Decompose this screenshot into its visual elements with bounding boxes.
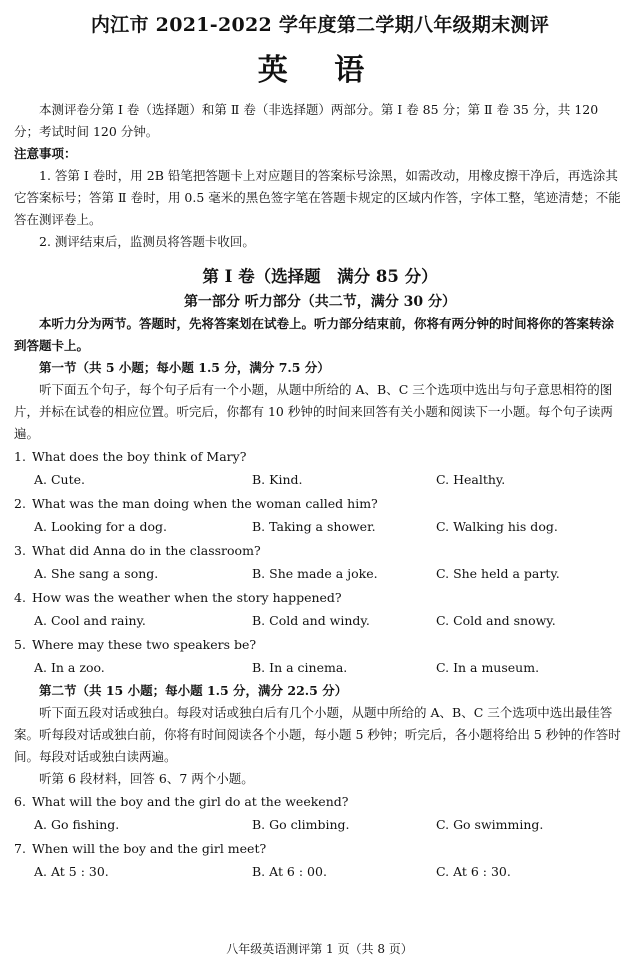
option-a: A. In a zoo. [34,660,105,675]
exam-page [14,8,626,884]
option-c: C. Walking his dog. [436,519,558,534]
question-text: Where may these two speakers be? [31,637,257,652]
question-number: 5. [14,637,26,652]
question-item [14,633,626,680]
exam-subject: 英 语 [257,53,383,88]
option-b: B. Cold and windy. [252,613,370,628]
question-item [14,837,626,884]
exam-title: 内江市 2021-2022 学年度第二学期八年级期末测评 [90,14,550,36]
option-a: A. Cool and rainy. [34,613,146,628]
question-text: What will the boy and the girl do at the weekend? [31,794,349,809]
page-footer: 八年级英语测评第 1 页（共 8 页） [226,942,413,956]
material-instruction: 听第 6 段材料，回答 6、7 两个小题。 [39,771,254,786]
option-c: C. In a museum. [436,660,540,675]
option-b: B. She made a joke. [252,566,378,581]
question-number: 2. [14,496,26,511]
option-b: B. Taking a shower. [252,519,376,534]
question-text: What was the man doing when the woman called him? [31,496,378,511]
option-b: B. At 6 : 00. [252,864,327,879]
subsection-2-heading: 第二节（共 15 小题；每小题 1.5 分，满分 22.5 分） [39,683,348,698]
question-item [14,586,626,633]
question-number: 6. [14,794,26,809]
question-list-2 [14,790,626,884]
option-b: B. Kind. [252,472,303,487]
subsection-2-intro: 听下面五段对话或独白。每段对话或独白后有几个小题，从题中所给的 A、B、C 三个选项中选出最佳答案。听每段对话或独白前，你将有时间阅读各个小题，每小题 5 秒钟；听完后，各小题将给出 5 秒钟的作答时间。每段对话或独白读两遍。 [14,705,621,764]
question-text: What did Anna do in the classroom? [31,543,261,558]
subsection-1-heading: 第一节（共 5 小题；每小题 1.5 分，满分 7.5 分） [39,360,330,375]
question-item [14,492,626,539]
option-c: C. Healthy. [436,472,506,487]
question-text: How was the weather when the story happened? [31,590,342,605]
option-c: C. Go swimming. [436,817,544,832]
question-number: 1. [14,449,26,464]
question-item [14,445,626,492]
option-a: A. Looking for a dog. [34,519,167,534]
notice-heading: 注意事项： [14,146,77,161]
question-number: 7. [14,841,26,856]
option-b: B. In a cinema. [252,660,348,675]
part-title: 第一部分 听力部分（共二节，满分 30 分） [183,294,457,310]
subsection-1-intro: 听下面五个句子，每个句子后有一个小题，从题中所给的 A、B、C 三个选项中选出与句子意思相符的图片，并标在试卷的相应位置。听完后，你都有 10 秒钟的时间来回答有关小题和阅读下一小题。每个句子读两遍。 [14,382,613,441]
option-a: A. She sang a song. [34,566,159,581]
question-item [14,790,626,837]
option-c: C. At 6 : 30. [436,864,511,879]
option-a: A. Go fishing. [34,817,120,832]
question-text: When will the boy and the girl meet? [31,841,267,856]
question-text: What does the boy think of Mary? [31,449,247,464]
notice-item-1: 1. 答第 Ⅰ 卷时，用 2B 铅笔把答题卡上对应题目的答案标号涂黑，如需改动，用橡皮擦干净后，再选涂其它答案标号；答第 Ⅱ 卷时，用 0.5 毫米的黑色签字笔在答题卡规定的区域内作答，字体工整，笔迹清楚；不能答在测评卷上。 [14,168,621,227]
notice-item-2: 2. 测评结束后，监测员将答题卡收回。 [39,234,255,249]
option-c: C. She held a party. [436,566,560,581]
part-intro: 本听力分为两节。答题时，先将答案划在试卷上。听力部分结束前，你将有两分钟的时间将你的答案转涂到答题卡上。 [14,316,615,353]
question-list-1 [14,445,626,680]
section-title: 第 Ⅰ 卷（选择题 满分 85 分） [202,267,438,286]
question-number: 3. [14,543,26,558]
option-a: A. Cute. [34,472,85,487]
option-a: A. At 5 : 30. [34,864,109,879]
question-item [14,539,626,586]
option-b: B. Go climbing. [252,817,350,832]
option-c: C. Cold and snowy. [436,613,556,628]
intro-text: 本测评卷分第 Ⅰ 卷（选择题）和第 Ⅱ 卷（非选择题）两部分。第 Ⅰ 卷 85 分；第 Ⅱ 卷 35 分，共 120 分；考试时间 120 分钟。 [14,102,599,139]
question-number: 4. [14,590,26,605]
